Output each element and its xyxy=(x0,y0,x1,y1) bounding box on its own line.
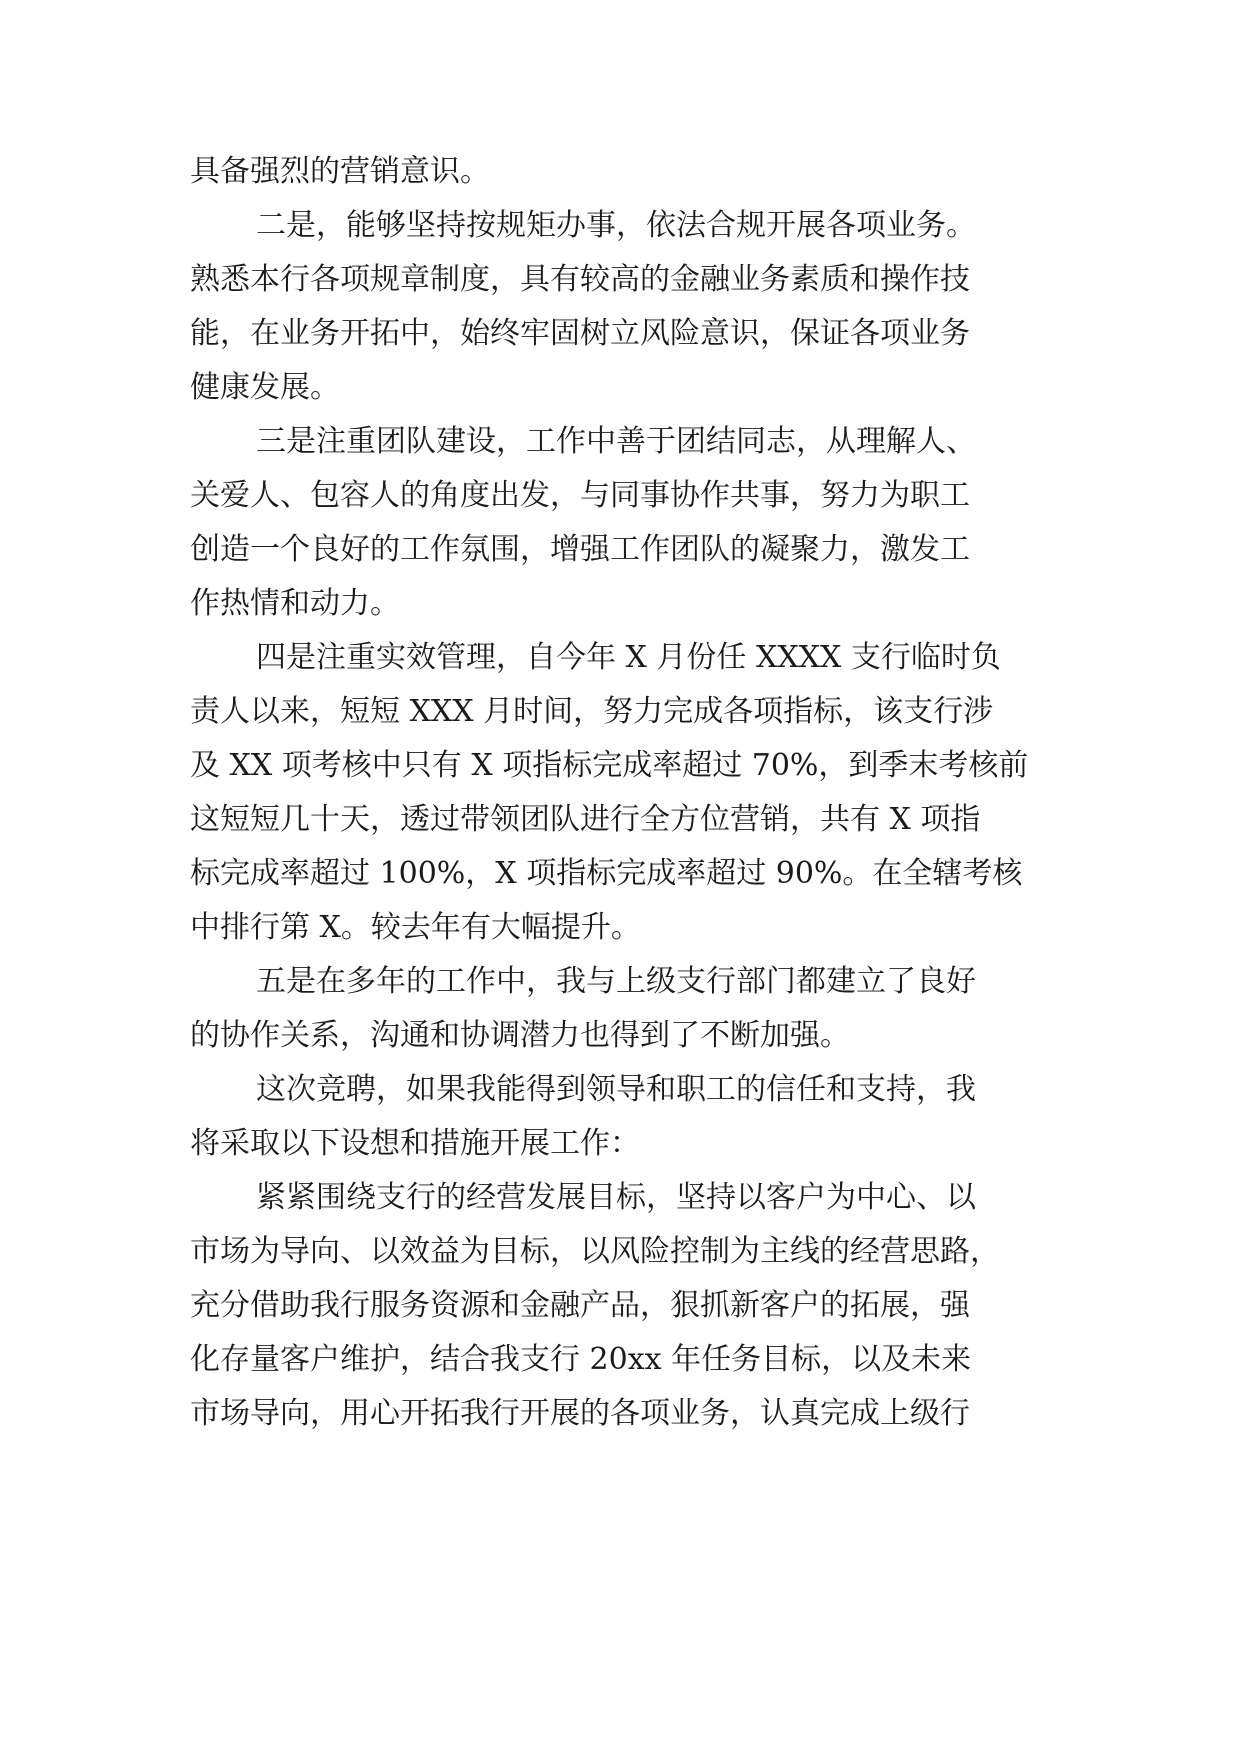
text-line: 的协作关系，沟通和协调潜力也得到了不断加强。 xyxy=(190,1018,850,1053)
text-line: 化存量客户维护，结合我支行 20xx 年任务目标，以及未来 xyxy=(190,1342,972,1377)
paragraph-start-line: 二是，能够坚持按规矩办事，依法合规开展各项业务。 xyxy=(256,208,976,243)
paragraph-start-line: 三是注重团队建设，工作中善于团结同志，从理解人、 xyxy=(256,424,976,459)
text-line: 关爱人、包容人的角度出发，与同事协作共事，努力为职工 xyxy=(190,478,970,513)
text-line: 将采取以下设想和措施开展工作： xyxy=(190,1126,640,1161)
text-line: 中排行第 X。较去年有大幅提升。 xyxy=(190,910,641,945)
text-line: 充分借助我行服务资源和金融产品，狠抓新客户的拓展，强 xyxy=(190,1288,970,1323)
text-line: 责人以来，短短 XXX 月时间，努力完成各项指标，该支行涉 xyxy=(190,694,994,729)
text-line: 能，在业务开拓中，始终牢固树立风险意识，保证各项业务 xyxy=(190,316,970,351)
paragraph-start-line: 紧紧围绕支行的经营发展目标，坚持以客户为中心、以 xyxy=(256,1180,976,1215)
paragraph-start-line: 这次竞聘，如果我能得到领导和职工的信任和支持，我 xyxy=(256,1072,976,1107)
paragraph-start-line: 四是注重实效管理，自今年 X 月份任 XXXX 支行临时负 xyxy=(256,640,1001,675)
text-line: 标完成率超过 100%，X 项指标完成率超过 90%。在全辖考核 xyxy=(190,856,1023,891)
paragraph-start-line: 五是在多年的工作中，我与上级支行部门都建立了良好 xyxy=(256,964,976,999)
text-line: 市场导向，用心开拓我行开展的各项业务，认真完成上级行 xyxy=(190,1396,970,1431)
text-line: 熟悉本行各项规章制度，具有较高的金融业务素质和操作技 xyxy=(190,262,970,297)
text-line: 作热情和动力。 xyxy=(190,586,400,621)
text-line: 具备强烈的营销意识。 xyxy=(190,154,490,189)
text-line: 市场为导向、以效益为目标，以风险控制为主线的经营思路， xyxy=(190,1234,1000,1269)
text-line: 创造一个良好的工作氛围，增强工作团队的凝聚力，激发工 xyxy=(190,532,970,567)
text-line: 及 XX 项考核中只有 X 项指标完成率超过 70%，到季末考核前 xyxy=(190,748,1029,783)
text-line: 健康发展。 xyxy=(190,370,340,405)
text-line: 这短短几十天，透过带领团队进行全方位营销，共有 X 项指 xyxy=(190,802,981,837)
